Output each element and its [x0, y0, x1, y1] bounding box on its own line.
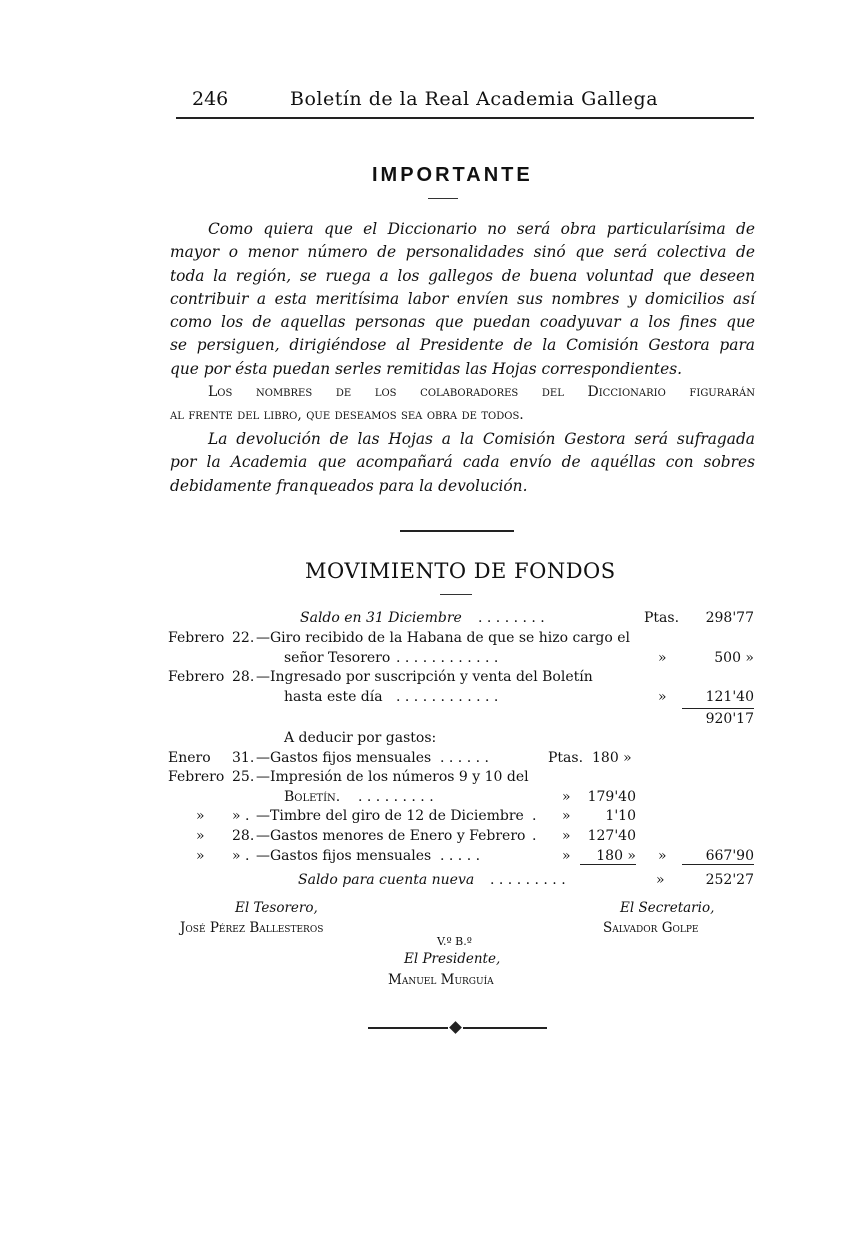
- amount: 127'40: [587, 828, 636, 844]
- heading-underline: [428, 198, 458, 199]
- text-line: como los de aquellas personas que puedan coadyuvar a los fines que: [170, 313, 755, 332]
- text-line: se persiguen, dirigiéndose al Presidente de la Comisión Gestora para: [170, 336, 755, 355]
- tesorero-name: José Pérez Ballesteros: [180, 920, 324, 936]
- entry-day: » .: [232, 848, 250, 864]
- leader-dots: . . . . .: [440, 848, 481, 864]
- visto-bueno: V.º B.º: [437, 935, 472, 948]
- ditto-mark: »: [658, 689, 667, 705]
- importante-heading: IMPORTANTE: [372, 164, 533, 186]
- ditto-mark: »: [562, 828, 571, 844]
- text-line: Como quiera que el Diccionario no será obra particularísima de: [208, 220, 755, 238]
- leader-dots: . . . . . . . .: [478, 610, 545, 626]
- entry-text: —Gastos fijos mensuales: [256, 848, 432, 864]
- amount: 180 »: [592, 750, 632, 766]
- paragraph-3: [170, 428, 755, 498]
- entry-text: —Gastos fijos mensuales: [256, 750, 432, 766]
- entry-day: » .: [232, 808, 250, 824]
- ditto-mark: »: [658, 848, 667, 864]
- entry-text: —Giro recibido de la Habana de que se hizo cargo el: [256, 630, 631, 646]
- entry-day: 22.: [232, 630, 255, 646]
- entry-day: 25.: [232, 769, 255, 785]
- sum-rule: [682, 708, 754, 709]
- ditto-mark: »: [196, 848, 205, 864]
- entry-month: Febrero: [168, 669, 225, 685]
- leader-dots: . . . . . . . . . . . .: [396, 650, 499, 666]
- entry-month: Febrero: [168, 630, 225, 646]
- ornament-diamond-icon: [449, 1021, 462, 1034]
- saldo-inicial-label: Saldo en 31 Diciembre: [300, 610, 462, 626]
- text-line: La devolución de las Hojas a la Comisión Gestora será sufragada: [208, 430, 755, 448]
- amount: 121'40: [705, 689, 754, 705]
- amount: 500 »: [714, 650, 754, 666]
- leader-dots: . . . . . .: [440, 750, 489, 766]
- text-line: que por ésta puedan serles remitidas las Hojas correspondientes.: [170, 359, 683, 378]
- amount: 179'40: [587, 789, 636, 805]
- unit-label: Ptas.: [548, 750, 584, 766]
- leader-dots: .: [532, 808, 537, 824]
- leader-dots: . . . . . . . . .: [490, 872, 566, 888]
- entry-text: —Gastos menores de Enero y Febrero: [256, 828, 526, 844]
- amount: 180 »: [580, 848, 636, 865]
- entry-text: Boletín.: [284, 789, 341, 805]
- ditto-mark: »: [562, 789, 571, 805]
- text-line: al frente del libro, que deseamos sea obra de todos.: [170, 407, 524, 424]
- entry-day: 31.: [232, 750, 255, 766]
- journal-title: Boletín de la Real Academia Gallega: [290, 88, 659, 110]
- text-line: contribuir a esta meritísima labor envíen sus nombres y domicilios así: [170, 289, 755, 308]
- paragraph-1: [170, 218, 755, 381]
- text-line: Los nombres de los colaboradores del Diccionario figurarán: [208, 384, 755, 400]
- amount: 298'77: [705, 610, 754, 626]
- unit-label: Ptas.: [644, 610, 680, 626]
- ditto-mark: »: [562, 808, 571, 824]
- ditto-mark: »: [196, 828, 205, 844]
- entry-day: 28.: [232, 828, 255, 844]
- paragraph-2: [170, 381, 755, 428]
- text-line: toda la región, se ruega a los gallegos de buena voluntad que deseen: [170, 266, 755, 285]
- entry-month: Febrero: [168, 769, 225, 785]
- ditto-mark: »: [562, 848, 571, 864]
- movimiento-heading: MOVIMIENTO DE FONDOS: [305, 559, 616, 583]
- leader-dots: .: [532, 828, 537, 844]
- text-line: debidamente franqueados para la devolución.: [170, 476, 528, 495]
- entry-month: Enero: [168, 750, 211, 766]
- heading-underline: [440, 594, 472, 595]
- presidente-title: El Presidente,: [404, 951, 501, 967]
- entry-day: 28.: [232, 669, 255, 685]
- ditto-mark: »: [196, 808, 205, 824]
- entry-text: —Impresión de los números 9 y 10 del: [256, 769, 529, 785]
- end-rule-right: [463, 1027, 547, 1029]
- header-rule: [176, 117, 754, 119]
- presidente-name: Manuel Murguía: [388, 972, 494, 988]
- saldo-final-label: Saldo para cuenta nueva: [298, 872, 475, 888]
- end-rule-left: [368, 1027, 448, 1029]
- deducir-label: A deducir por gastos:: [284, 730, 437, 746]
- amount: 252'27: [705, 872, 754, 888]
- entry-text: señor Tesorero: [284, 650, 391, 666]
- secretario-title: El Secretario,: [620, 900, 715, 916]
- section-divider: [400, 530, 514, 532]
- subtotal: 920'17: [705, 711, 754, 727]
- text-line: mayor o menor número de personalidades sinó que será colectiva de: [170, 243, 755, 262]
- leader-dots: . . . . . . . . . . . .: [396, 689, 499, 705]
- entry-text: hasta este día: [284, 689, 383, 705]
- secretario-name: Salvador Golpe: [603, 920, 699, 936]
- ditto-mark: »: [656, 872, 665, 888]
- entry-text: —Timbre del giro de 12 de Diciembre: [256, 808, 524, 824]
- entry-text: —Ingresado por suscripción y venta del Boletín: [256, 669, 593, 685]
- page-number: 246: [192, 88, 229, 110]
- leader-dots: . . . . . . . . .: [358, 789, 434, 805]
- tesorero-title: El Tesorero,: [235, 900, 318, 916]
- amount: 1'10: [605, 808, 636, 824]
- gastos-total: 667'90: [682, 848, 754, 865]
- text-line: por la Academia que acompañará cada envío de aquéllas con sobres: [170, 453, 755, 472]
- ditto-mark: »: [658, 650, 667, 666]
